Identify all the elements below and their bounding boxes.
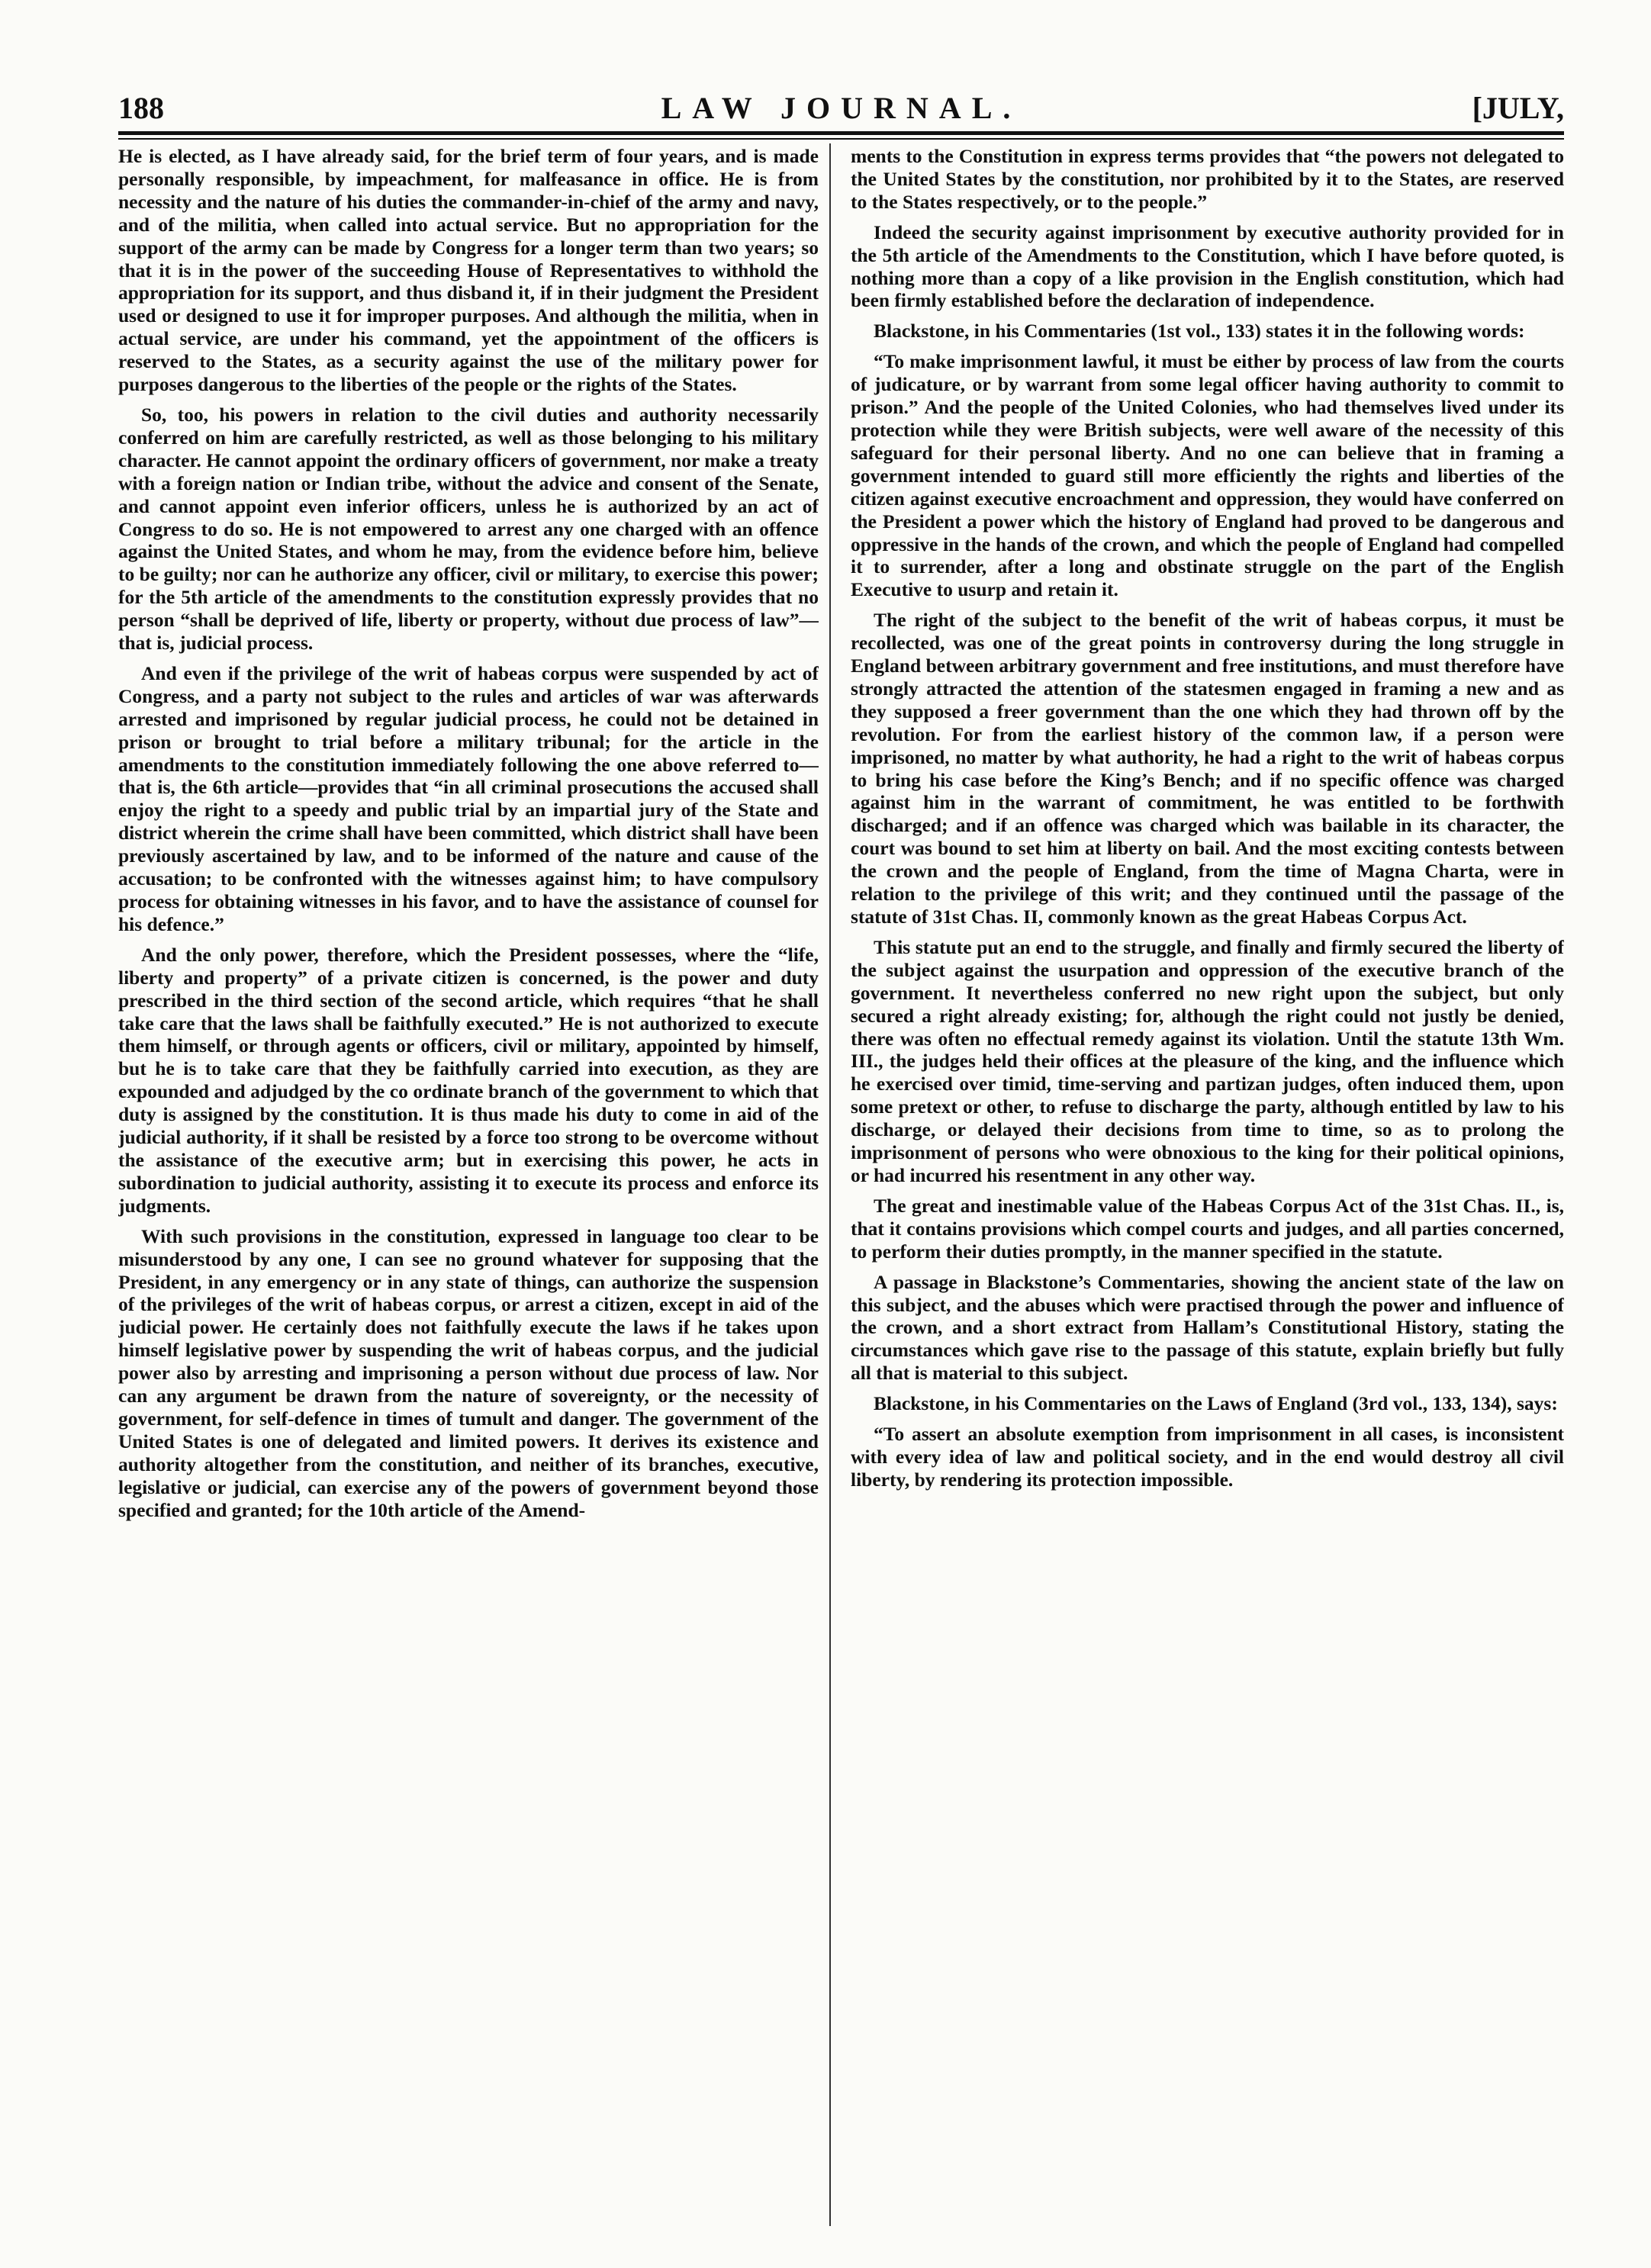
paragraph: With such provisions in the constitution, expressed in language too clear to be misunderstood by any one, I can see no ground whatever for supposing that the President, in any emergency or in any state of things, can authorize the suspension of the privileges of the writ of habeas corpus, or arrest a citizen, except in aid of the judicial power. He certainly does not faithfully execute the laws if he takes upon himself legislative power by suspending the writ of habeas corpus, and the judicial power also by arresting and imprisoning a person without due process of law. Nor can any argument be drawn from the nature of sovereignty, or the necessity of government, for self-defence in times of tumult and danger. The government of the United States is one of delegated and limited powers. It derives its existence and authority altogether from the constitution, and neither of its branches, executive, legislative or judicial, can exercise any of the powers of government beyond those specified and granted; for the 10th article of the Amend- bbox=[118, 1224, 819, 1521]
page-header bbox=[118, 90, 1564, 127]
right-column bbox=[851, 145, 1564, 2228]
header-rule-thin bbox=[118, 138, 1564, 140]
paragraph: And the only power, therefore, which the President possesses, where the “life, liberty and property” of a private citizen is concerned, is the power and duty prescribed in the third section of the second article, which requires “that he shall take care that the laws shall be faithfully executed.” He is not authorized to execute them himself, or through agents or officers, civil or military, appointed by himself, but he is to take care that they be faithfully carried into execution, as they are expounded and adjudged by the co ordinate branch of the government to which that duty is assigned by the constitution. It is thus made his duty to come in aid of the judicial authority, if it shall be resisted by a force too strong to be overcome without the assistance of the executive arm; but in exercising this power, he acts in subordination to judicial authority, assisting it to execute its process and enforce its judgments. bbox=[118, 943, 819, 1217]
paragraph: ments to the Constitution in express terms provides that “the powers not delegated to the United States by the constitution, nor prohibited by it to the States, are reserved to the States respectively, or to the people.” bbox=[851, 145, 1564, 213]
page-number: 188 bbox=[118, 91, 164, 125]
paragraph: This statute put an end to the struggle, and finally and firmly secured the liberty of the subject against the usurpation and oppression of the executive branch of the government. It nevertheless conferred no new right upon the subject, but only secured a right already existing; for, although the right could not justly be denied, there was often no effectual remedy against its violation. Until the statute 13th Wm. III., the judges held their offices at the pleasure of the king, and the influence which he exercised over timid, time-serving and partizan judges, often induced them, upon some pretext or other, to refuse to discharge the party, although entitled by law to his discharge, or delayed their decisions from time to time, so as to prolong the imprisonment of persons who were obnoxious to the king for their political opinions, or had incurred his resentment in any other way. bbox=[851, 935, 1564, 1186]
journal-title: LAW JOURNAL. bbox=[661, 91, 1022, 125]
left-column bbox=[118, 145, 819, 2228]
paragraph: The right of the subject to the benefit of the writ of habeas corpus, it must be recollected, was one of the great points in controversy during the long struggle in England between arbitrary government and free institutions, and must therefore have strongly attracted the attention of the statesmen engaged in framing a new and as they supposed a freer government than the one which they had thrown off by the revolution. For from the earliest history of the common law, if a person were imprisoned, no matter by what authority, he had a right to the writ of habeas corpus to bring his case before the King’s Bench; and if no specific offence was charged against him in the warrant of commitment, he was entitled to be forthwith discharged; and if an offence was charged which was bailable in its character, the court was bound to set him at liberty on bail. And the most exciting contests between the crown and the people of England, from the time of Magna Charta, were in relation to the privilege of this writ; and they continued until the passage of the statute of 31st Chas. II, commonly known as the great Habeas Corpus Act. bbox=[851, 609, 1564, 928]
paragraph: The great and inestimable value of the Habeas Corpus Act of the 31st Chas. II., is, that it contains provisions which compel courts and judges, and all parties concerned, to perform their duties promptly, in the manner specified in the statute. bbox=[851, 1194, 1564, 1263]
block-quote: “To make imprisonment lawful, it must be either by process of law from the courts of judicature, or by warrant from some legal officer having authority to commit to prison.” And the people of the United Colonies, who had themselves lived under its protection while they were British subjects, were well aware of the necessity of this safeguard for their personal liberty. And no one can believe that in framing a government intended to guard still more efficiently the rights and liberties of the citizen against executive encroachment and oppression, they would have conferred on the President a power which the history of England had proved to be dangerous and oppressive in the hands of the crown, and which the people of England had compelled it to surrender, after a long and obstinate struggle on the part of the English Executive to usurp and retain it. bbox=[851, 350, 1564, 601]
paragraph: Blackstone, in his Commentaries on the Laws of England (3rd vol., 133, 134), says: bbox=[874, 1392, 1558, 1415]
column-divider bbox=[829, 143, 831, 2226]
paragraph: A passage in Blackstone’s Commentaries, showing the ancient state of the law on this subject, and the abuses which were practised through the power and influence of the crown, and a short extract from Hallam’s Constitutional History, stating the circumstances which gave rise to the passage of this statute, explain briefly but fully all that is material to this subject. bbox=[851, 1270, 1564, 1385]
paragraph: So, too, his powers in relation to the civil duties and authority necessarily conferred on him are carefully restricted, as well as those belonging to his military character. He cannot appoint the ordinary officers of government, nor make a treaty with a foreign nation or Indian tribe, without the advice and consent of the Senate, and cannot appoint even inferior officers, unless he is authorized by an act of Congress to do so. He is not empowered to arrest any one charged with an offence against the United States, and whom he may, from the evidence before him, believe to be guilty; nor can he authorize any officer, civil or military, to exercise this power; for the 5th article of the amendments to the constitution expressly provides that no person “shall be deprived of life, liberty or property, without due process of law”—that is, judicial process. bbox=[118, 403, 819, 655]
paragraph: Blackstone, in his Commentaries (1st vol., 133) states it in the following words: bbox=[874, 320, 1525, 343]
paragraph: Indeed the security against imprisonment by executive authority provided for in the 5th article of the Amendments to the Constitution, which I have before quoted, is nothing more than a copy of a like provision in the English constitution, which had been firmly established before the declaration of independence. bbox=[851, 220, 1564, 312]
block-quote: “To assert an absolute exemption from imprisonment in all cases, is inconsistent with every idea of law and political society, and in the end would destroy all civil liberty, by rendering its protection impossible. bbox=[851, 1423, 1564, 1491]
paragraph: And even if the privilege of the writ of habeas corpus were suspended by act of Congress, and a party not subject to the rules and articles of war was afterwards arrested and imprisoned by regular judicial process, he could not be detained in prison or brought to trial before a military tribunal; for the article in the amendments to the constitution immediately following the one above referred to—that is, the 6th article—provides that “in all criminal prosecutions the accused shall enjoy the right to a speedy and public trial by an impartial jury of the State and district wherein the crime shall have been committed, which district shall have been previously ascertained by law, and to be informed of the nature and cause of the accusation; to be confronted with the witnesses against him; to have compulsory process for obtaining witnesses in his favor, and to have the assistance of counsel for his defence.” bbox=[118, 661, 819, 935]
paragraph: He is elected, as I have already said, for the brief term of four years, and is made personally responsible, by impeachment, for malfeasance in office. He is from necessity and the nature of his duties the commander-in-chief of the army and navy, and of the militia, when called into actual service. But no appropriation for the support of the army can be made by Congress for a longer term than two years; so that it is in the power of the succeeding House of Representatives to withhold the appropriation for its support, and thus disband it, if in their judgment the President used or designed to use it for improper purposes. And although the militia, when in actual service, are under his command, yet the appointment of the officers is reserved to the States, as a security against the use of the military power for purposes dangerous to the liberties of the people or the rights of the States. bbox=[118, 145, 819, 396]
header-rule-thick bbox=[118, 131, 1564, 135]
header-month: [JULY, bbox=[1472, 91, 1564, 125]
